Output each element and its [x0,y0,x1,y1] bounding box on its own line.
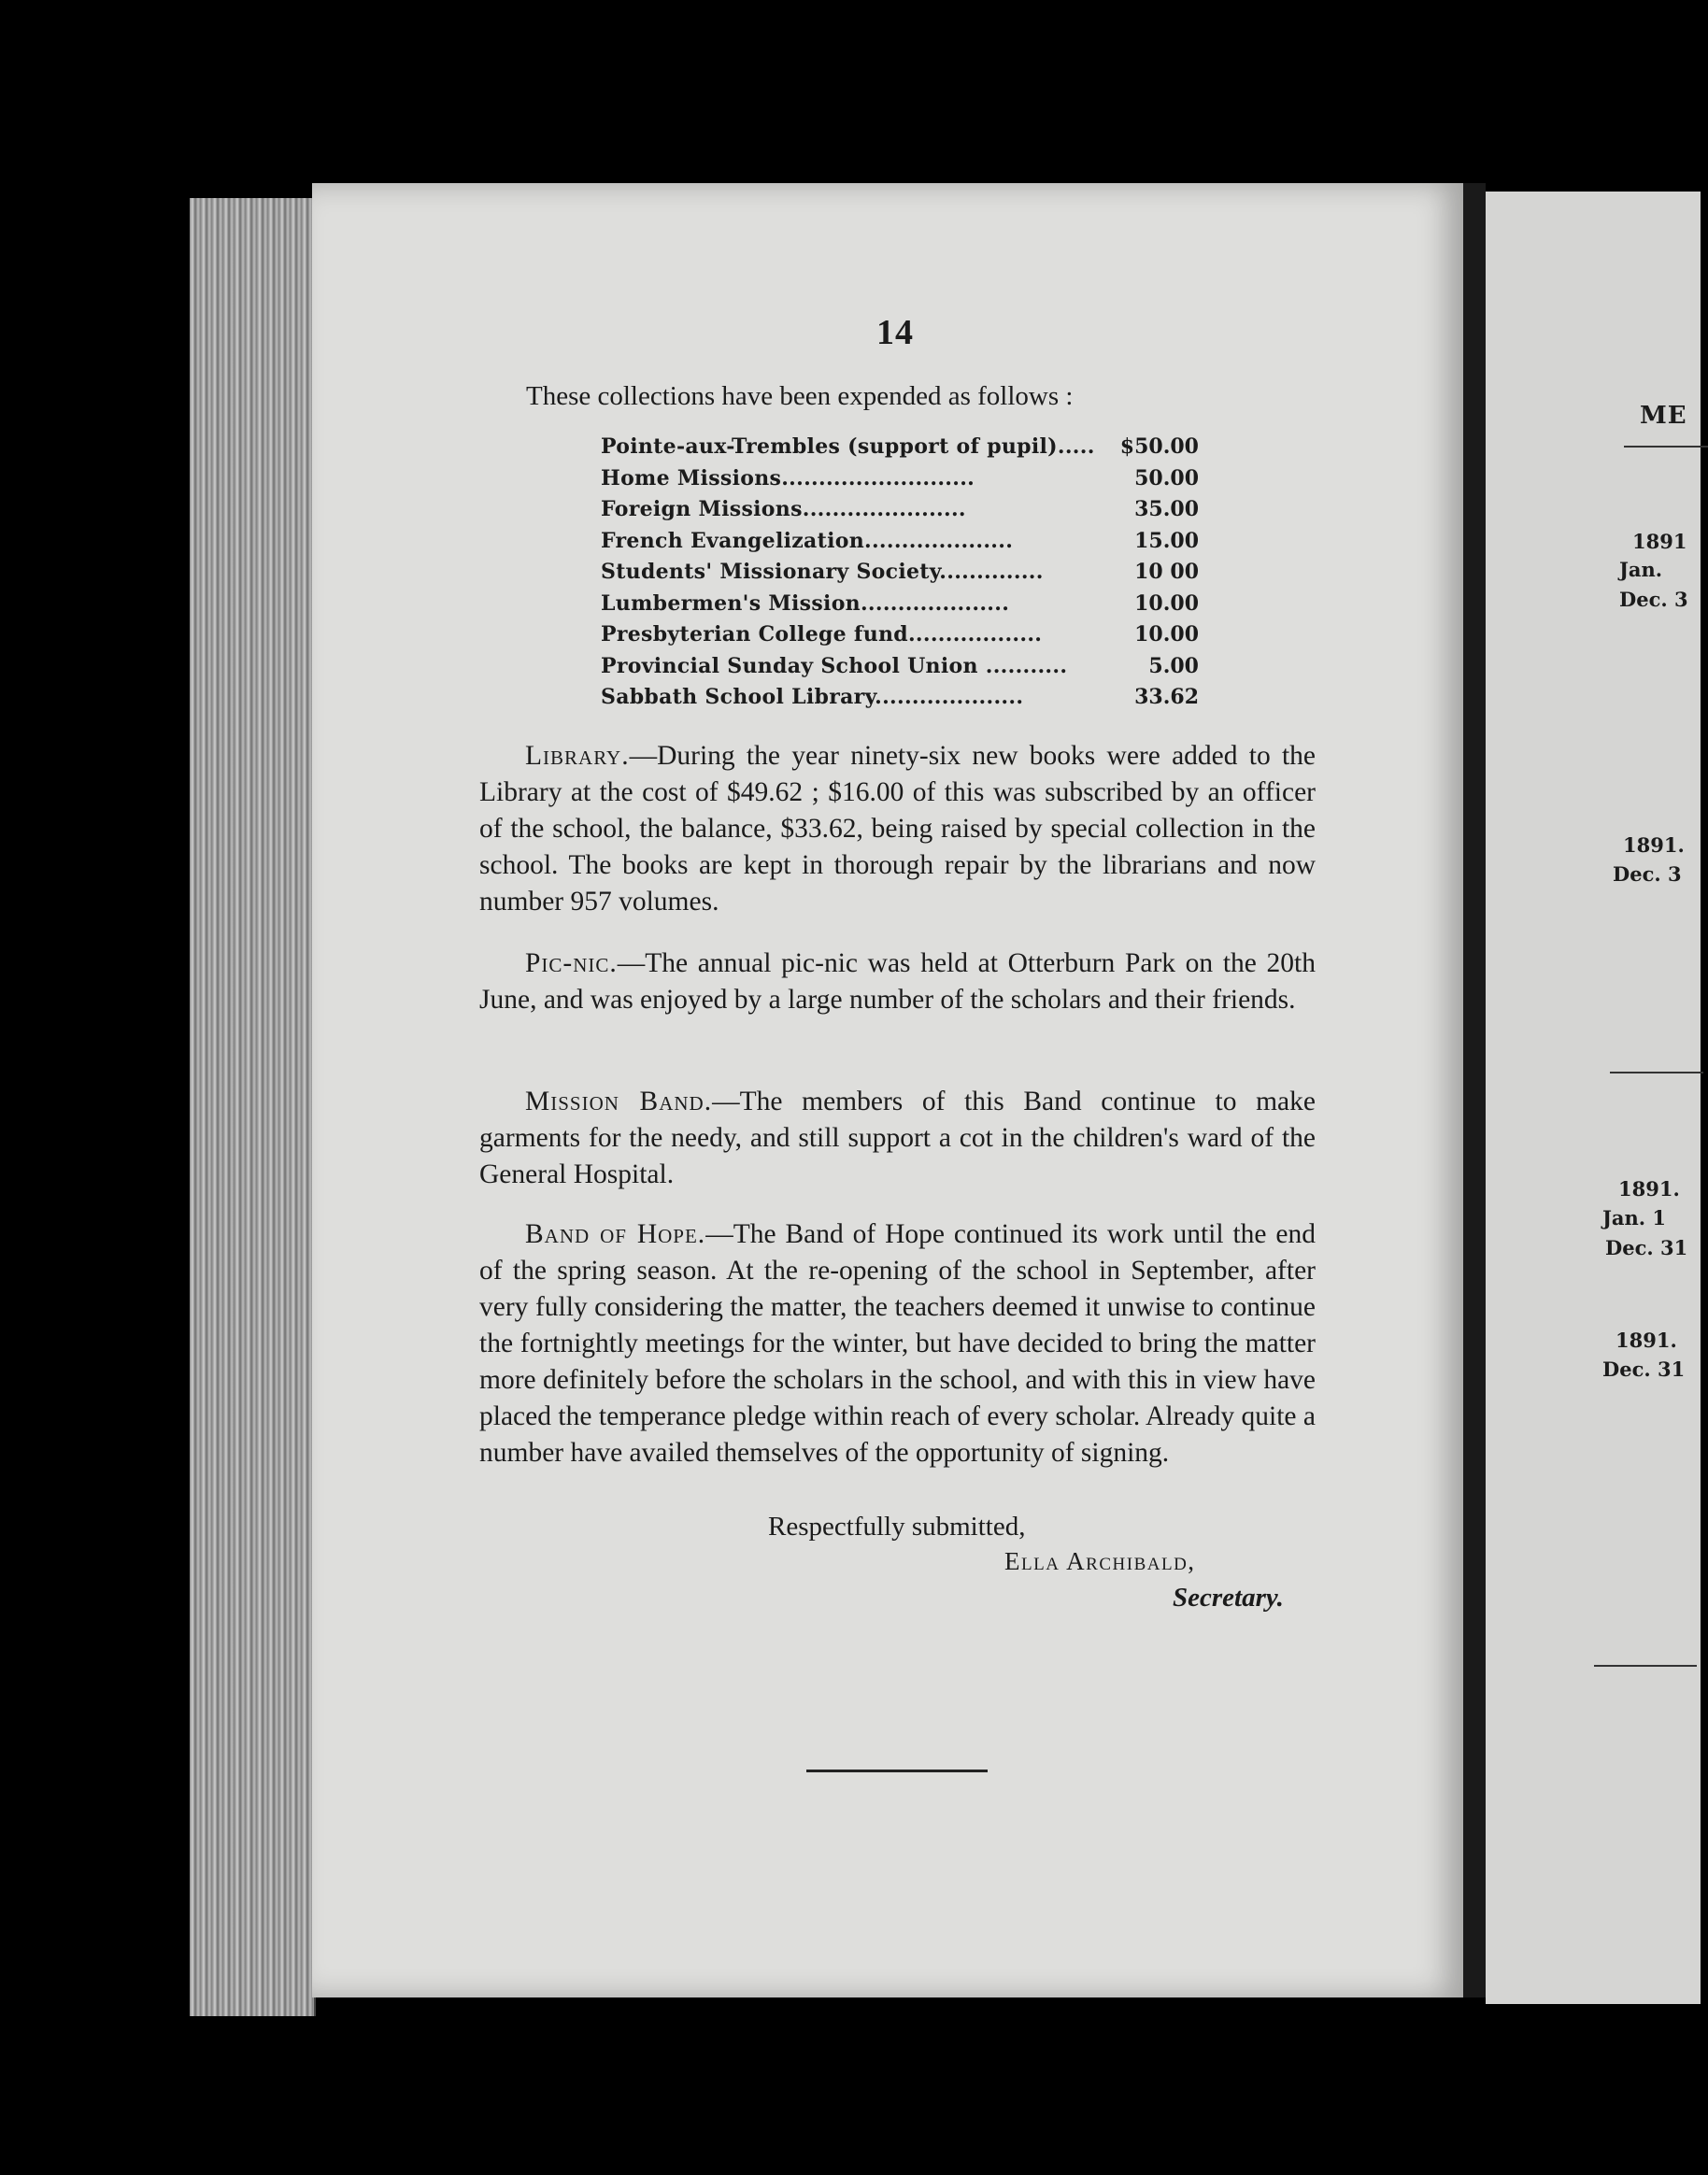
expenditure-row [601,685,1199,717]
right-page [1486,192,1701,2004]
right-page-entry: 1891 [1632,530,1687,553]
expenditure-row [601,529,1199,561]
expenditure-amount: 10 00 [1134,560,1199,584]
expenditure-row [601,466,1199,498]
expenditure-amount: $50.00 [1119,434,1199,459]
expenditure-label: Presbyterian College fund.................. [601,622,1043,647]
right-page-entry: Dec. 3 [1613,862,1682,886]
library-text: —During the year ninety-six new books were added to the Library at the cost of $49.62 ; $16.00 of this was subscribed by an officer of the school, the balance, $33.62, being raised by special collection in the school. The books are kept in thorough repair by the librarians and now number 957 volumes. [479,741,1316,917]
expenditure-amount: 35.00 [1134,497,1199,521]
page-number: 14 [876,313,914,352]
expenditure-label: Foreign Missions...................... [601,497,966,521]
expenditure-amount: 33.62 [1134,685,1199,709]
signer-title: Secretary. [1173,1583,1284,1613]
right-page-entry: 1891. [1618,1177,1680,1201]
right-page-entry: Jan. 1 [1602,1206,1667,1230]
book-gutter [1463,183,1486,1997]
right-page-entry: 1891. [1623,833,1685,857]
signer-name: Ella Archibald, [1004,1547,1196,1575]
expenditure-amount: 50.00 [1134,465,1199,490]
page-edges [190,198,316,2016]
expenditure-row [601,654,1199,686]
end-rule [806,1770,988,1772]
expenditure-amount: 5.00 [1148,653,1199,678]
right-page-entry: Dec. 31 [1605,1236,1688,1259]
picnic-text: —The annual pic-nic was held at Otterburn Park on the 20th June, and was enjoyed by a large number of the scholars and their friends. [479,948,1316,1015]
right-page-entry: Dec. 3 [1619,588,1688,611]
band-of-hope-paragraph [479,1216,1316,1471]
expenditure-label: French Evangelization.................... [601,528,1014,553]
expenditure-amount: 10.00 [1134,622,1199,647]
expenditure-label: Sabbath School Library.................... [601,685,1024,709]
picnic-heading: Pic-nic. [525,948,618,978]
band-of-hope-heading: Band of Hope. [525,1219,706,1249]
expenditure-label: Home Missions.......................... [601,465,975,490]
picnic-paragraph [479,945,1316,1018]
expenditure-row [601,434,1199,466]
mission-band-heading: Mission Band. [525,1087,713,1116]
expenditure-amount: 15.00 [1134,528,1199,553]
expenditure-row [601,560,1199,591]
right-page-entry: 1891. [1615,1329,1677,1352]
expenditure-label: Students' Missionary Society.............. [601,560,1044,584]
right-page-rule [1594,1665,1697,1667]
expenditure-label: Provincial Sunday School Union ........... [601,653,1068,678]
right-page-rule [1610,1072,1703,1073]
closing-line: Respectfully submitted, [768,1512,1026,1542]
expenditure-label: Lumbermen's Mission.................... [601,590,1010,616]
right-page-entry: Jan. [1619,558,1663,581]
mission-band-paragraph [479,1084,1316,1193]
expenditure-table [601,434,1199,717]
library-paragraph [479,738,1316,920]
right-page-heading-rule [1624,446,1708,448]
expenditure-label: Pointe-aux-Trembles (support of pupil)..... [601,434,1095,459]
right-page-entry: Dec. 31 [1602,1358,1686,1381]
expenditure-intro: These collections have been expended as follows : [526,381,1074,411]
expenditure-amount: 10.00 [1134,590,1199,616]
library-heading: Library. [525,741,630,771]
expenditure-row [601,591,1199,623]
band-of-hope-text: —The Band of Hope continued its work until the end of the spring season. At the re-opening of the school in September, after very fully considering the matter, the teachers deemed it unwise to continue the fortnightly meetings for the winter, but have decided to bring the matter more definitely before the scholars in the school, and with this in view have placed the temperance pledge within reach of every scholar. Already quite a number have availed themselves of the opportunity of signing. [479,1219,1316,1468]
expenditure-row [601,622,1199,654]
mission-band-text: —The members of this Band continue to make garments for the needy, and still support a cot in the children's ward of the General Hospital. [479,1087,1316,1189]
expenditure-row [601,497,1199,529]
right-page-heading: ME [1640,402,1687,430]
